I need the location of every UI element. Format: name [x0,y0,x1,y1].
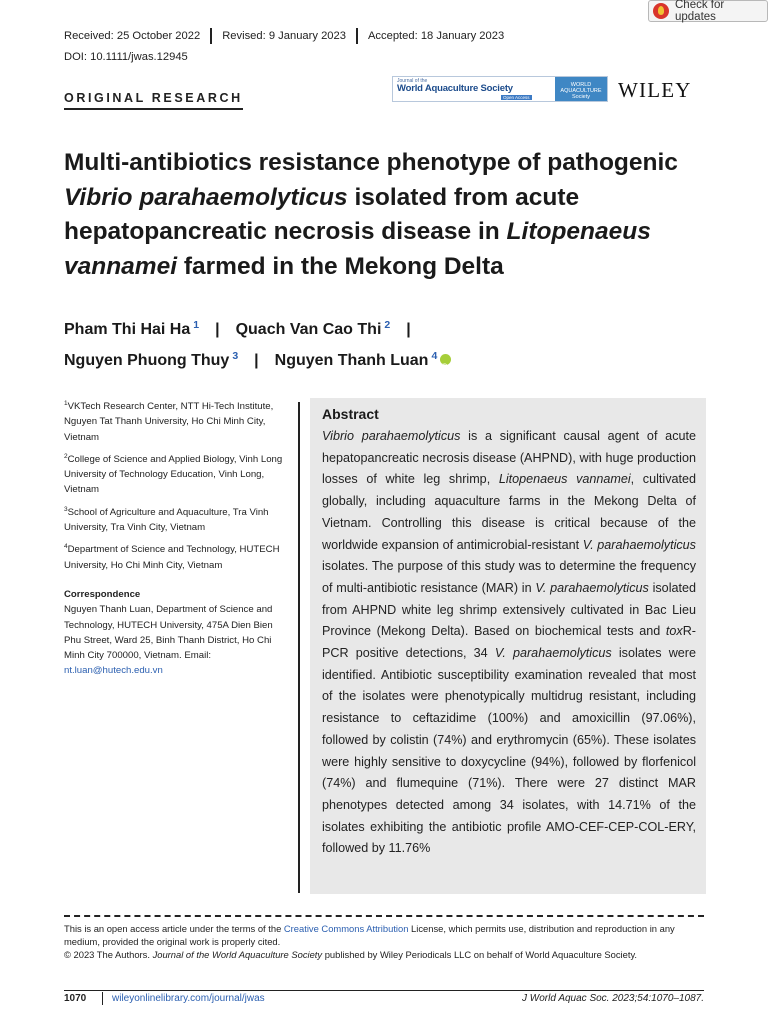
affiliation-text: Department of Science and Technology, HUTECH University, Ho Chi Minh City, Vietnam [64,544,280,571]
affiliation-ref[interactable]: 3 [232,350,239,362]
author-separator: | [254,352,259,369]
footnote-divider [64,915,704,917]
abstract-segment: isolates. The purpose of this study was to determine the frequency of multi-antibiotic resistance (MAR) in [322,559,696,595]
citation: J World Aquac Soc. 2023;54:1070–1087. [522,993,704,1004]
cc-license-link[interactable]: Creative Commons Attribution [283,923,409,934]
license-text: License, which permits use, distribution and reproduction in any medium, provided the original work is properly cited. [64,923,675,947]
doi[interactable]: DOI: 10.1111/jwas.12945 [64,51,188,63]
author-separator: | [215,321,220,338]
page-number: 1070 [64,993,87,1004]
affiliation [64,396,289,445]
divider [356,28,358,44]
divider [210,28,212,44]
society-logo [555,77,607,101]
society-logo-line: Society [571,94,591,100]
email-link[interactable]: nt.luan@hutech.edu.vn [64,665,163,677]
species-name: V. parahaemolyticus [494,646,612,661]
species-name: Litopenaeus vannamei [498,472,631,487]
species-name: Vibrio parahaemolyticus [322,429,461,443]
footer-rule [64,990,704,991]
journal-logo-text [393,77,555,101]
abstract-box [310,398,706,894]
affiliation-text: VKTech Research Center, NTT Hi-Tech Institute, Nguyen Tat Thanh University, Ho Chi Minh City, Vietnam [64,401,274,443]
wiley-logo[interactable]: WILEY [618,78,692,102]
author-name[interactable]: Nguyen Thanh Luan [274,352,429,369]
journal-name: Journal of the World Aquaculture Society [152,949,323,960]
orcid-icon[interactable] [440,354,451,365]
article-title [64,146,744,284]
affiliation-number: 2 [64,452,68,460]
affiliation-ref[interactable]: 1 [193,319,200,331]
abstract-heading: Abstract [322,406,379,422]
copyright-text: published by Wiley Periodicals LLC on behalf of World Aquaculture Society. [322,949,638,960]
title-text: isolated from acute hepatopancreatic necrosis disease in [64,183,580,245]
species-name: V. parahaemolyticus [582,537,696,552]
affiliation-number: 3 [64,505,68,513]
revised-date: Revised: 9 January 2023 [222,30,346,42]
author-list [64,312,744,374]
title-text: farmed in the Mekong Delta [177,252,504,280]
title-italic: Litopenaeus vannamei [64,218,651,280]
journal-logo[interactable] [392,76,608,102]
abstract-segment: R-PCR positive detections, 34 [322,624,696,661]
correspondence-text [64,602,289,678]
check-for-updates-label: Check for updates [675,0,725,23]
affiliation-ref[interactable]: 2 [384,319,391,331]
affiliation [64,449,289,498]
correspondence-heading: Correspondence [64,588,141,600]
author-name[interactable]: Quach Van Cao Thi [235,321,382,338]
title-italic: Vibrio parahaemolyticus [64,183,348,211]
affiliation-text: School of Agriculture and Aquaculture, Tra Vinh University, Tra Vinh City, Vietnam [64,506,269,534]
author-separator: | [406,321,411,338]
crossmark-icon [653,3,669,19]
author-name[interactable]: Pham Thi Hai Ha [64,321,191,338]
title-text: Multi-antibiotics resistance phenotype of pathogenic [64,149,678,176]
footer-separator [102,992,103,1005]
email-label: Email: [184,650,212,662]
affiliations-column [64,396,289,679]
affiliation-text: College of Science and Applied Biology, Vinh Long University of Technology Education, Vinh Long, Vietnam [64,453,283,496]
license-text: This is an open access article under the terms of the [64,923,284,934]
affiliation [64,502,289,536]
abstract-segment: , cultivated globally, including aquaculture farms in the Mekong Delta of Vietnam. Controlling this disease is critical because of the worldwide expansion of antimicrobial-resistant [322,472,696,552]
journal-logo-name: World Aquaculture Society [397,83,513,94]
article-type: ORIGINAL RESEARCH [64,91,243,110]
accepted-date: Accepted: 18 January 2023 [367,30,505,42]
affiliation-number: 4 [64,543,68,551]
copyright-text: © 2023 The Authors. [64,949,153,960]
affiliation [64,539,289,573]
open-access-badge: Open Access [503,95,530,100]
check-for-updates-button[interactable] [648,0,768,22]
society-logo-line: AQUACULTURE [560,88,602,94]
column-divider [298,402,300,893]
species-name: V. parahaemolyticus [535,580,649,595]
journal-url-link[interactable]: wileyonlinelibrary.com/journal/jwas [112,993,265,1004]
abstract-segment: isolated from AHPND white leg shrimp extensively cultivated in Bac Lieu Province (Mekong Delta). Based on biochemical tests and [322,580,696,639]
society-logo-line: WORLD [570,82,592,88]
author-name[interactable]: Nguyen Phuong Thuy [64,352,230,369]
received-date: Received: 25 October 2022 [64,30,201,42]
abstract-segment: is a significant causal agent of acute hepatopancreatic necrosis disease (AHPND), with huge production losses of white leg shrimp, [322,429,696,487]
journal-logo-small: Journal of the [397,78,428,84]
abstract-text [322,426,696,860]
affiliation-number: 1 [64,400,68,407]
abstract-segment: isolates were identified. Antibiotic susceptibility examination revealed that most of the isolates were phenotypically multidrug resistant, including resistance to ceftazidime (100%) and amoxicillin (97.06%), followed by colistin (74%) and erythromycin (65%). These isolates were highly sensitive to doxycycline (94%), followed by florfenicol (74%) and flumequine (71%). There were 27 distinct MAR phenotypes detected among 34 isolates, with 14.71% of the isolates exhibiting the antibiotic profile AMO-CEF-CEP-COL-ERY, followed by 11.76% [322,646,697,856]
article-dates [64,28,504,44]
correspondence-address: Nguyen Thanh Luan, Department of Science and Technology, HUTECH University, 475A Dien Bien Phu Street, Ward 25, Binh Thanh District, Ho Chi Minh City 700000, Vietnam. [64,604,273,662]
license-notice [64,922,704,961]
affiliation-ref[interactable]: 4 [431,350,438,362]
gene-name: tox [665,624,683,639]
